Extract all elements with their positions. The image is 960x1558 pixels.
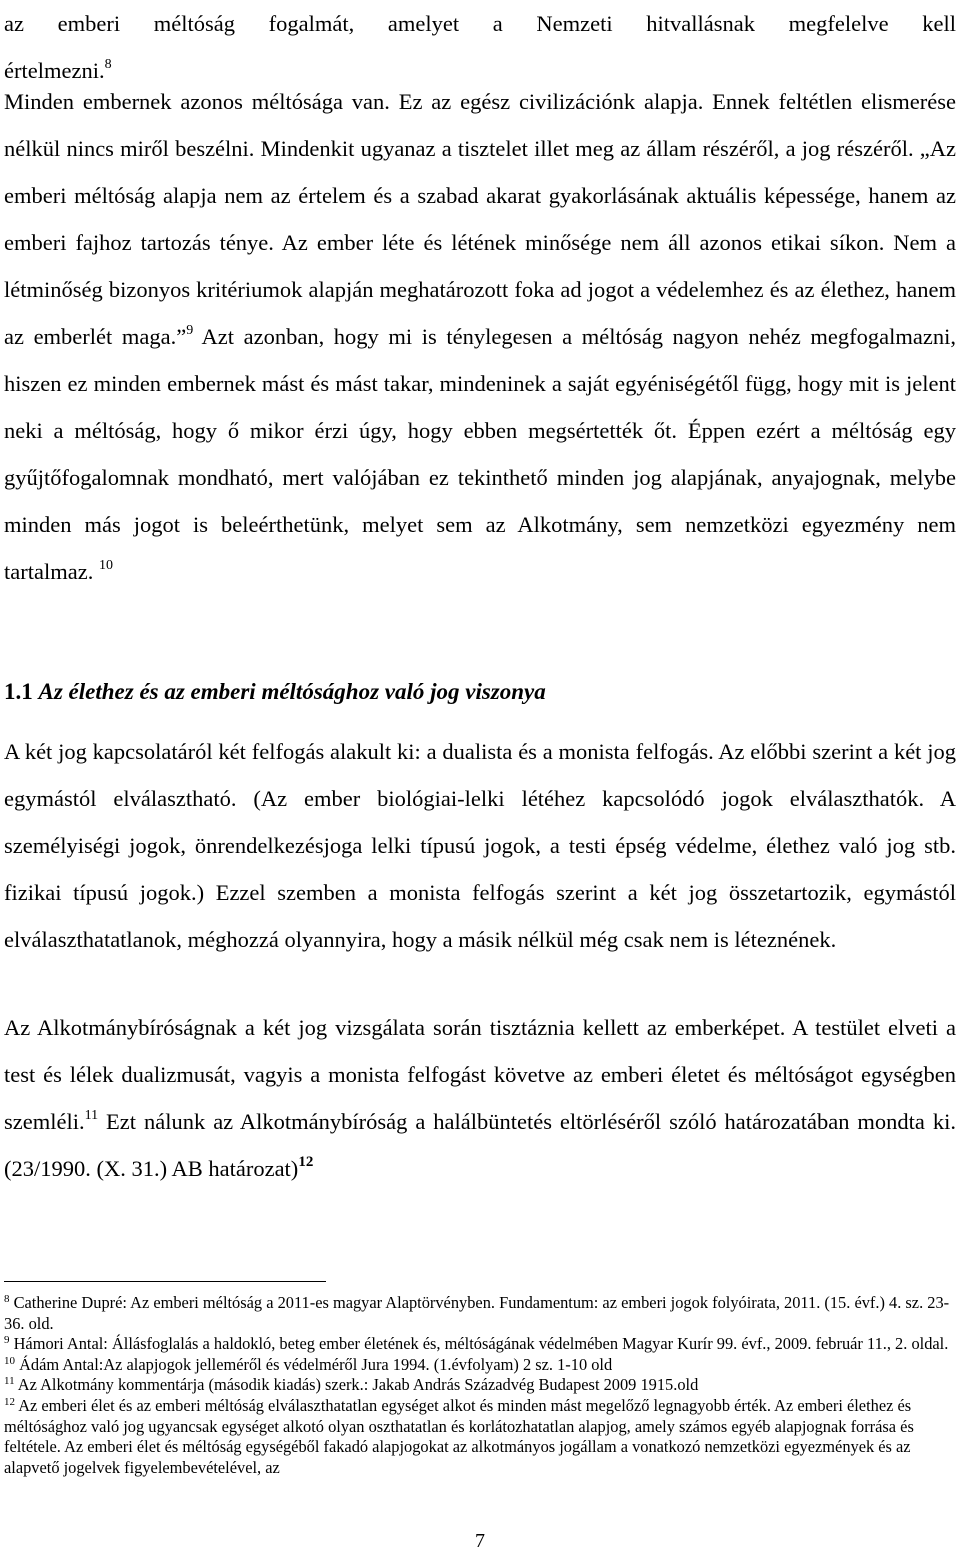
footnote-number: 12: [4, 1395, 15, 1408]
footnote-8: [4, 1293, 956, 1334]
footnote-ref-10[interactable]: 10: [98, 558, 113, 573]
paragraph-1-text: értelmezni.: [4, 58, 105, 83]
paragraph-4: [4, 1004, 956, 1192]
footnote-number: 10: [4, 1354, 15, 1367]
section-title: Az élethez és az emberi méltósághoz való jog viszonya: [38, 679, 546, 704]
paragraph-2-text-2: Azt azonban, hogy mi is ténylegesen a méltóság nagyon nehéz megfogalmazni, hiszen ez minden embernek mást és mást takar, mindeninek a saját egyéniségétől függ, hogy mit is jelent neki a méltóság, hogy ő mikor érzi úgy, hogy ebben megsértették őt. Éppen ezért a méltóság egy gyűjtőfogalomnak mondható, mert valójában ez tekinthető minden jog alapjának, anyajognak, melybe minden más jogot is beleérthetünk, melyet sem az Alkotmány, sem nemzetközi egyezmény nem tartalmaz.: [4, 324, 957, 584]
footnote-number: 9: [4, 1334, 10, 1347]
footnote-9: [4, 1334, 956, 1355]
footnote-text: Catherine Dupré: Az emberi méltóság a 2011-es magyar Alaptörvényben. Fundamentum: az emberi jogok folyóirata, 2011. (15. évf.) 4. sz. 23-36. old.: [4, 1293, 950, 1333]
paragraph-3-text: A két jog kapcsolatáról két felfogás alakult ki: a dualista és a monista felfogás. Az előbbi szerint a két jog egymástól elválasztható. (Az ember biológiai-lelki létéhez kapcsolódó jogok elválaszthatók. A személyiségi jogok, önrendelkezésjoga lelki típusú jogok, a testi épség védelme, élethez való jog stb. fizikai típusú jogok.) Ezzel szemben a monista felfogás szerint a két jog összetartozik, egymástól elválaszthatatlanok, méghozzá olyannyira, hogy a másik nélkül még csak nem is léteznének.: [4, 739, 956, 952]
paragraph-3: [4, 728, 956, 963]
paragraph-4-text-1: Az Alkotmánybíróságnak a két jog vizsgálata során tisztáznia kellett az emberképet. A testület elveti a test és lélek dualizmusát, vagyis a monista felfogást követve az emberi életet és méltóságot egységben szemléli.: [4, 1015, 956, 1134]
footnote-number: 8: [4, 1293, 10, 1305]
footnote-text: Az Alkotmány kommentárja (második kiadás) szerk.: Jakab András Századvég Budapest 2009 1915.old: [14, 1375, 699, 1395]
paragraph-2-text-1: Minden embernek azonos méltósága van. Ez az egész civilizációnk alapja. Ennek feltétlen elismerése nélkül nincs miről beszélni. Mindenkit ugyanaz a tisztelet illet meg az állam részéről, a jog részéről. „Az emberi méltóság alapja nem az értelem és a szabad akarat gyakorlásának aktuális képessége, hanem az emberi fajhoz tartozás ténye. Az ember léte és létének minősége nem áll azonos etikai síkon. Nem a létminőség bizonyos kritériumok alapján meghatározott foka ad jogot a védelemhez és az élethez, hanem az emberlét maga.”: [4, 89, 956, 349]
footnote-separator: [4, 1281, 326, 1282]
section-number: 1.1: [4, 679, 33, 704]
page-number: 7: [475, 1530, 485, 1552]
paragraph-1-line-1: az emberi méltóság fogalmát, amelyet a Nemzeti hitvallásnak megfelelve kell: [4, 11, 956, 36]
section-heading: [4, 668, 956, 715]
footnote-text: Ádám Antal:Az alapjogok jelleméről és védelméről Jura 1994. (1.évfolyam) 2 sz. 1-10 old: [15, 1354, 613, 1374]
footnote-ref-12[interactable]: 12: [298, 1154, 314, 1170]
footnote-12: [4, 1396, 956, 1478]
footnote-11: [4, 1375, 956, 1396]
footnote-10: [4, 1355, 956, 1376]
footnote-number: 11: [4, 1375, 15, 1388]
paragraph-2: [4, 78, 956, 595]
footnote-text: Hámori Antal: Állásfoglalás a haldokló, beteg ember életének és, méltóságának védelmében Magyar Kurír 99. évf., 2009. február 11., 2. oldal.: [9, 1334, 949, 1354]
footnote-ref-9[interactable]: 9: [186, 323, 194, 338]
footnote-ref-8[interactable]: 8: [104, 57, 112, 72]
footnotes: [4, 1293, 956, 1478]
paragraph-4-text-2: Ezt nálunk az Alkotmánybíróság a halálbüntetés eltörléséről szóló határozatában mondta ki. (23/1990. (X. 31.) AB határozat): [4, 1109, 956, 1181]
footnote-text: Az emberi élet és az emberi méltóság elválaszthatatlan egységet alkot és minden mást megelőző legnagyobb érték. Az emberi élethez és méltósághoz való jog ugyancsak egységet alkotó olyan oszthatatlan és korlátozhatatlan alapjog, amely számos egyéb alapjognak forrása és feltétele. Az emberi élet és méltóság egységéből fakadó alapjogokat az alkotmányos jogállam a vonatkozó nemzetközi egyezmények és az alapvető jogelvek figyelembevételével, az: [4, 1395, 914, 1477]
footnote-ref-11[interactable]: 11: [84, 1108, 99, 1123]
